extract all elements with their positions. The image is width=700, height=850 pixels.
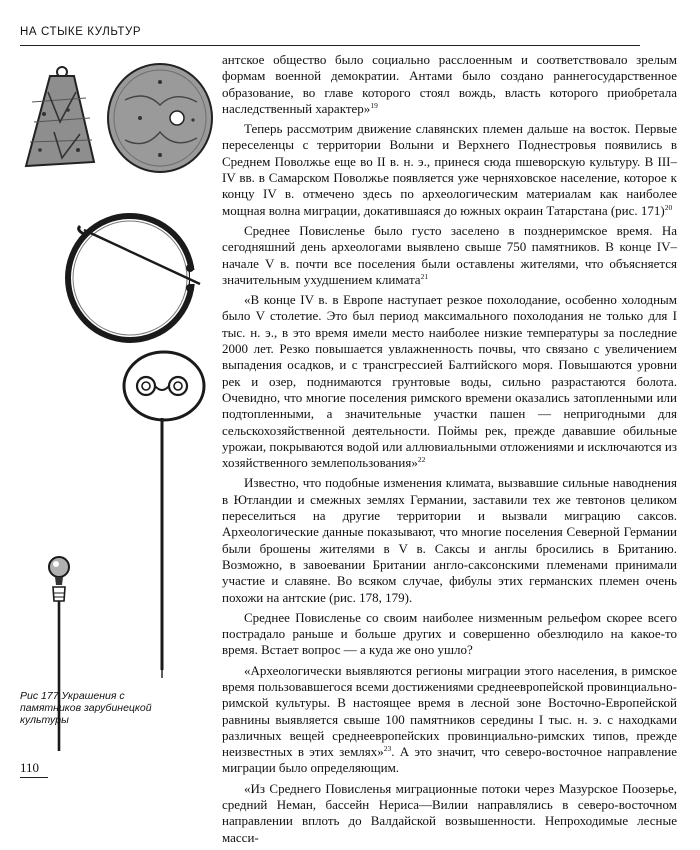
spiral-headed-pin-illustration: [110, 350, 220, 680]
footnote-ref: 23: [383, 744, 392, 754]
paragraph-tail: . А это значит, что северо-восточное направление миграции было определяющим.: [222, 744, 677, 776]
paragraph-text: «В конце IV в. в Европе наступает резкое похолодание, особенно холодным было V столетие. Это был период максимального похолодания не только для I тыс. н. э., в это время имели место наиболее низкие температуры за последние 2000 лет. Резко повышается увлажненность почвы, что связано с увеличением выпадения осадков, и с трансгрессией Балтийского моря. Повышаются уровни рек и озер, поднимаются грунтовые воды, сильно разрастаются болота. Очевидно, что многие поселения римского времени оказались затопленными или подтопленными, а значительные участки пашен — непригодными для сельскохозяйственной деятельности. Поймы рек, прежде дававшие обильные урожаи, покрываются водой или аллювиальными отложениями и исключаются из хозяйственного землепользования»: [222, 292, 677, 471]
paragraph: [222, 610, 677, 659]
paragraph-text: антское общество было социально расслоенным и соответствовало зрелым формам военной демократии. Антами было создано раннегосударственное образование, во главе которого стоял вождь, власть которого приобретала наследственный характер»: [222, 52, 677, 116]
paragraph: [222, 121, 677, 219]
paragraph: [222, 475, 677, 605]
paragraph-text: Теперь рассмотрим движение славянских племен дальше на восток. Первые переселенцы с территории Волыни и Верхнего Поднестровья появились в Среднем Поволжье еще во II в. н. э., принеся сюда пшеворскую культуру. В III–IV вв. в Самарском Поволжье появляется уже черняховское население, которое к концу IV в. отмечено здесь по археологическим материалам как наиболее мощная волна миграции, докатившаяся до южных окраин Татарстана (рис. 171): [222, 121, 677, 218]
footnote-ref: 19: [370, 100, 378, 110]
paragraph-text: Среднее Повисленье со своим наиболее низменным рельефом скорее всего пострадало раньше и больше других и совершенно обезлюдило на какое-то время. Встает вопрос — а куда же оно ушло?: [222, 609, 677, 658]
paragraph-text: Известно, что подобные изменения климата, вызвавшие сильные наводнения в Ютландии и смежных землях Германии, заставили тех же тевтонов целиком переселиться на другие территории и вызвали миграцию саксов. Археологические данные показывают, что многие поселения Северной Германии были брошены жителями в V в. Саксы и англы бросились в Британию. Возможно, в завоевании Британии англо-саксонскими племенами принимали участие и славяне. Во всяком случае, фибулы этих германских племен очень похожи на антские (рис. 178, 179).: [222, 475, 677, 605]
paragraph: [222, 52, 677, 117]
footnote-ref: 22: [417, 455, 426, 465]
footnote-ref: 20: [664, 202, 673, 212]
figure-plate: [20, 60, 220, 720]
caption-line: культуры: [20, 714, 69, 726]
round-plaque-illustration: [105, 60, 215, 175]
header-rule: [20, 45, 640, 46]
trapezoid-pendant-illustration: [20, 62, 100, 172]
paragraph: [222, 781, 677, 846]
page-number: 110: [20, 760, 40, 775]
paragraph-text: Среднее Повисленье было густо заселено в позднеримское время. На сегодняшний день археологами выявлено свыше 750 памятников. В конце IV–начале V в. почти все поселения были оставлены жителями, что объясняется значительным ухудшением климата: [222, 222, 677, 287]
paragraph: [222, 223, 677, 288]
caption-line: памятников зарубинецкой: [20, 702, 152, 714]
penannular-brooch-illustration: [50, 200, 210, 350]
figure-caption: [20, 690, 170, 726]
paragraph-text: «Археологически выявляются регионы миграции этого населения, в римское время пользовавшегося всеми достижениями среднеевропейской провинциально-римской культуры. В настоящее время в лесной зоне Восточно-Европейской равнины выявляется свыше 100 памятников середины I тыс. н. э. с находками различных вещей среднеевропейских провинциально-римских типов, прежде неизвестных в этих землях»: [222, 662, 677, 760]
footnote-ref: 21: [420, 271, 429, 281]
paragraph: [222, 663, 677, 777]
body-text: [222, 52, 677, 850]
footer-rule: [20, 777, 48, 778]
running-head: НА СТЫКЕ КУЛЬТУР: [20, 26, 142, 38]
caption-line: Рис 177 Украшения с: [20, 690, 125, 702]
paragraph: [222, 292, 677, 471]
paragraph-text: «Из Среднего Повисленья миграционные потоки через Мазурское Поозерье, средний Неман, бассейн Нериса—Вилии направлялись в северо-восточном направлении вплоть до Валдайской возвышенности. Непроходимые лесные масси-: [222, 780, 677, 845]
